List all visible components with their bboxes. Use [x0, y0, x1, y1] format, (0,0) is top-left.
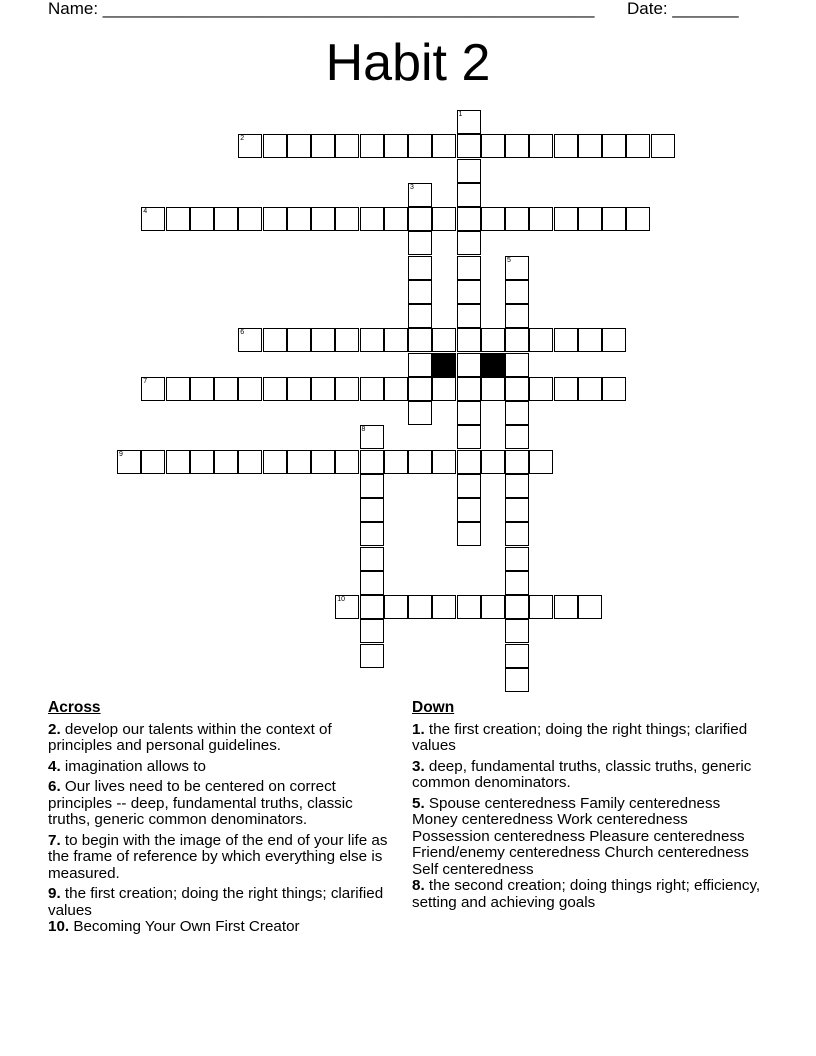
crossword-cell[interactable]	[457, 328, 481, 352]
crossword-cell[interactable]	[457, 450, 481, 474]
crossword-cell[interactable]	[360, 595, 384, 619]
crossword-cell[interactable]	[481, 207, 505, 231]
crossword-cell[interactable]	[214, 207, 238, 231]
crossword-cell[interactable]	[311, 328, 335, 352]
crossword-cell[interactable]	[238, 377, 262, 401]
across-clue: 9. the first creation; doing the right things; clarified values	[48, 885, 384, 919]
crossword-cell[interactable]	[335, 328, 359, 352]
cell-number: 4	[143, 208, 148, 215]
crossword-cell[interactable]	[432, 450, 456, 474]
crossword-cell[interactable]	[602, 207, 626, 231]
crossword-cell[interactable]	[335, 134, 359, 158]
crossword-cell[interactable]	[554, 377, 578, 401]
across-heading: Across	[48, 699, 101, 716]
crossword-cell[interactable]	[505, 280, 529, 304]
crossword-cell[interactable]	[408, 183, 432, 207]
cell-number: 9	[119, 450, 123, 458]
crossword-cell[interactable]	[408, 377, 432, 401]
crossword-cell[interactable]	[432, 377, 456, 401]
down-clue: 3. deep, fundamental truths, classic truths, generic common denominators.	[412, 757, 752, 791]
across-clue: 4. imagination allows to	[48, 757, 206, 775]
crossword-cell[interactable]	[529, 377, 553, 401]
page-title: Habit 2	[325, 34, 491, 92]
crossword-cell[interactable]	[408, 401, 432, 425]
crossword-cell[interactable]	[287, 134, 311, 158]
crossword-cell[interactable]	[481, 450, 505, 474]
crossword-cell[interactable]	[578, 377, 602, 401]
crossword-cell[interactable]	[190, 207, 214, 231]
crossword-cell[interactable]	[360, 644, 384, 668]
crossword-cell[interactable]	[505, 304, 529, 328]
crossword-cell[interactable]	[457, 183, 481, 207]
crossword-cell[interactable]	[263, 450, 287, 474]
crossword-cell[interactable]	[457, 134, 481, 158]
name-field-label: Name: ____________________________________________________	[48, 0, 595, 18]
crossword-cell[interactable]	[408, 207, 432, 231]
crossword-cell[interactable]	[505, 571, 529, 595]
across-clue: 7. to begin with the image of the end of your life as the frame of reference by which everything else is measured.	[48, 831, 388, 882]
crossword-cell[interactable]	[505, 522, 529, 546]
crossword-cell[interactable]	[432, 134, 456, 158]
crossword-cell[interactable]	[457, 498, 481, 522]
crossword-cell[interactable]	[554, 328, 578, 352]
date-field-label: Date: _______	[627, 0, 739, 18]
black-square	[481, 353, 505, 377]
crossword-cell[interactable]	[529, 328, 553, 352]
crossword-cell[interactable]	[481, 377, 505, 401]
crossword-cell[interactable]	[287, 377, 311, 401]
crossword-cell[interactable]	[457, 595, 481, 619]
crossword-cell[interactable]	[505, 450, 529, 474]
crossword-cell[interactable]	[287, 450, 311, 474]
crossword-cell[interactable]	[602, 134, 626, 158]
cell-number: 3	[410, 183, 414, 191]
crossword-cell[interactable]	[505, 256, 529, 280]
crossword-cell[interactable]	[481, 134, 505, 158]
crossword-cell[interactable]	[141, 450, 165, 474]
cell-number: 2	[240, 135, 245, 143]
crossword-cell[interactable]	[263, 377, 287, 401]
down-clue: 5. Spouse centeredness Family centeredness Money centeredness Work centeredness Possession centeredness Pleasure centeredness Friend/enemy centeredness Church centeredness Self centeredness	[412, 794, 749, 878]
crossword-cell[interactable]	[360, 207, 384, 231]
crossword-cell[interactable]	[432, 207, 456, 231]
crossword-cell[interactable]	[457, 377, 481, 401]
crossword-cell[interactable]	[505, 644, 529, 668]
crossword-cell[interactable]	[457, 159, 481, 183]
crossword-cell[interactable]	[360, 619, 384, 643]
crossword-cell[interactable]	[214, 450, 238, 474]
cell-number: 1	[458, 111, 463, 118]
crossword-cell[interactable]	[457, 207, 481, 231]
crossword-cell[interactable]	[602, 377, 626, 401]
crossword-cell[interactable]	[505, 547, 529, 571]
crossword-cell[interactable]	[505, 595, 529, 619]
down-heading: Down	[412, 699, 455, 716]
crossword-cell[interactable]	[554, 134, 578, 158]
crossword-cell[interactable]	[481, 328, 505, 352]
crossword-cell[interactable]	[457, 280, 481, 304]
crossword-cell[interactable]	[578, 595, 602, 619]
crossword-cell[interactable]	[166, 377, 190, 401]
crossword-cell[interactable]	[505, 377, 529, 401]
down-clue: 8. the second creation; doing things right; efficiency, setting and achieving goals	[412, 877, 761, 911]
cell-number: 10	[337, 596, 346, 603]
crossword-cell[interactable]	[141, 207, 165, 231]
crossword-cell[interactable]	[384, 450, 408, 474]
crossword-cell[interactable]	[263, 328, 287, 352]
crossword-cell[interactable]	[529, 134, 553, 158]
crossword-cell[interactable]	[529, 595, 553, 619]
crossword-cell[interactable]	[578, 134, 602, 158]
crossword-cell[interactable]	[117, 450, 141, 474]
crossword-cell[interactable]	[311, 450, 335, 474]
crossword-cell[interactable]	[505, 353, 529, 377]
crossword-cell[interactable]	[360, 450, 384, 474]
crossword-cell[interactable]	[360, 547, 384, 571]
across-clue: 6. Our lives need to be centered on correct principles -- deep, fundamental truths, classic truths, generic common denominators.	[48, 778, 353, 828]
crossword-cell[interactable]	[457, 425, 481, 449]
crossword-cell[interactable]	[554, 207, 578, 231]
crossword-cell[interactable]	[238, 207, 262, 231]
crossword-cell[interactable]	[505, 425, 529, 449]
crossword-cell[interactable]	[457, 522, 481, 546]
crossword-cell[interactable]	[457, 304, 481, 328]
crossword-cell[interactable]	[457, 401, 481, 425]
cell-number: 6	[240, 329, 245, 337]
crossword-cell[interactable]	[432, 595, 456, 619]
crossword-cell[interactable]	[238, 328, 262, 352]
crossword-cell[interactable]	[263, 207, 287, 231]
crossword-cell[interactable]	[190, 450, 214, 474]
crossword-cell[interactable]	[408, 304, 432, 328]
crossword-cell[interactable]	[602, 328, 626, 352]
crossword-cell[interactable]	[408, 134, 432, 158]
crossword-cell[interactable]	[554, 595, 578, 619]
crossword-cell[interactable]	[408, 450, 432, 474]
crossword-cell[interactable]	[335, 450, 359, 474]
crossword-cell[interactable]	[360, 377, 384, 401]
crossword-cell[interactable]	[287, 207, 311, 231]
crossword-cell[interactable]	[578, 328, 602, 352]
crossword-cell[interactable]	[360, 134, 384, 158]
crossword-cell[interactable]	[408, 280, 432, 304]
crossword-cell[interactable]	[457, 474, 481, 498]
crossword-cell[interactable]	[360, 498, 384, 522]
crossword-cell[interactable]	[141, 377, 165, 401]
crossword-cell[interactable]	[505, 498, 529, 522]
crossword-cell[interactable]	[360, 474, 384, 498]
crossword-cell[interactable]	[457, 353, 481, 377]
crossword-cell[interactable]	[166, 450, 190, 474]
crossword-cell[interactable]	[384, 328, 408, 352]
crossword-cell[interactable]	[505, 401, 529, 425]
crossword-cell[interactable]	[408, 231, 432, 255]
crossword-cell[interactable]	[457, 256, 481, 280]
cell-number: 8	[361, 426, 366, 434]
crossword-cell[interactable]	[311, 134, 335, 158]
crossword-cell[interactable]	[408, 595, 432, 619]
crossword-cell[interactable]	[505, 474, 529, 498]
crossword-cell[interactable]	[384, 595, 408, 619]
down-clues	[412, 700, 762, 915]
crossword-cell[interactable]	[360, 328, 384, 352]
crossword-cell[interactable]	[408, 256, 432, 280]
down-clue: 1. the first creation; doing the right things; clarified values	[412, 720, 748, 754]
crossword-cell[interactable]	[457, 231, 481, 255]
crossword-cell[interactable]	[457, 110, 481, 134]
crossword-cell[interactable]	[529, 207, 553, 231]
crossword-cell[interactable]	[335, 595, 359, 619]
crossword-cell[interactable]	[214, 377, 238, 401]
crossword-cell[interactable]	[505, 668, 529, 692]
across-clue: 2. develop our talents within the context of principles and personal guidelines.	[48, 720, 332, 754]
crossword-cell[interactable]	[360, 425, 384, 449]
crossword-cell[interactable]	[311, 377, 335, 401]
crossword-cell[interactable]	[408, 353, 432, 377]
crossword-cell[interactable]	[190, 377, 214, 401]
crossword-cell[interactable]	[311, 207, 335, 231]
across-clues	[48, 700, 398, 940]
crossword-cell[interactable]	[529, 450, 553, 474]
across-clue: 10. Becoming Your Own First Creator	[48, 918, 300, 935]
crossword-cell[interactable]	[651, 134, 675, 158]
crossword-cell[interactable]	[505, 619, 529, 643]
crossword-cell[interactable]	[578, 207, 602, 231]
crossword-cell[interactable]	[263, 134, 287, 158]
crossword-cell[interactable]	[287, 328, 311, 352]
crossword-cell[interactable]	[626, 134, 650, 158]
crossword-cell[interactable]	[505, 328, 529, 352]
crossword-cell[interactable]	[335, 377, 359, 401]
crossword-cell[interactable]	[481, 595, 505, 619]
crossword-cell[interactable]	[238, 134, 262, 158]
crossword-cell[interactable]	[360, 522, 384, 546]
crossword-cell[interactable]	[238, 450, 262, 474]
crossword-cell[interactable]	[505, 134, 529, 158]
crossword-cell[interactable]	[626, 207, 650, 231]
crossword-cell[interactable]	[335, 207, 359, 231]
crossword-cell[interactable]	[384, 207, 408, 231]
crossword-cell[interactable]	[360, 571, 384, 595]
black-square	[432, 353, 456, 377]
cell-number: 5	[507, 256, 511, 264]
crossword-cell[interactable]	[408, 328, 432, 352]
crossword-cell[interactable]	[384, 377, 408, 401]
crossword-cell[interactable]	[432, 328, 456, 352]
crossword-cell[interactable]	[384, 134, 408, 158]
crossword-cell[interactable]	[505, 207, 529, 231]
crossword-cell[interactable]	[166, 207, 190, 231]
cell-number: 7	[143, 377, 148, 385]
